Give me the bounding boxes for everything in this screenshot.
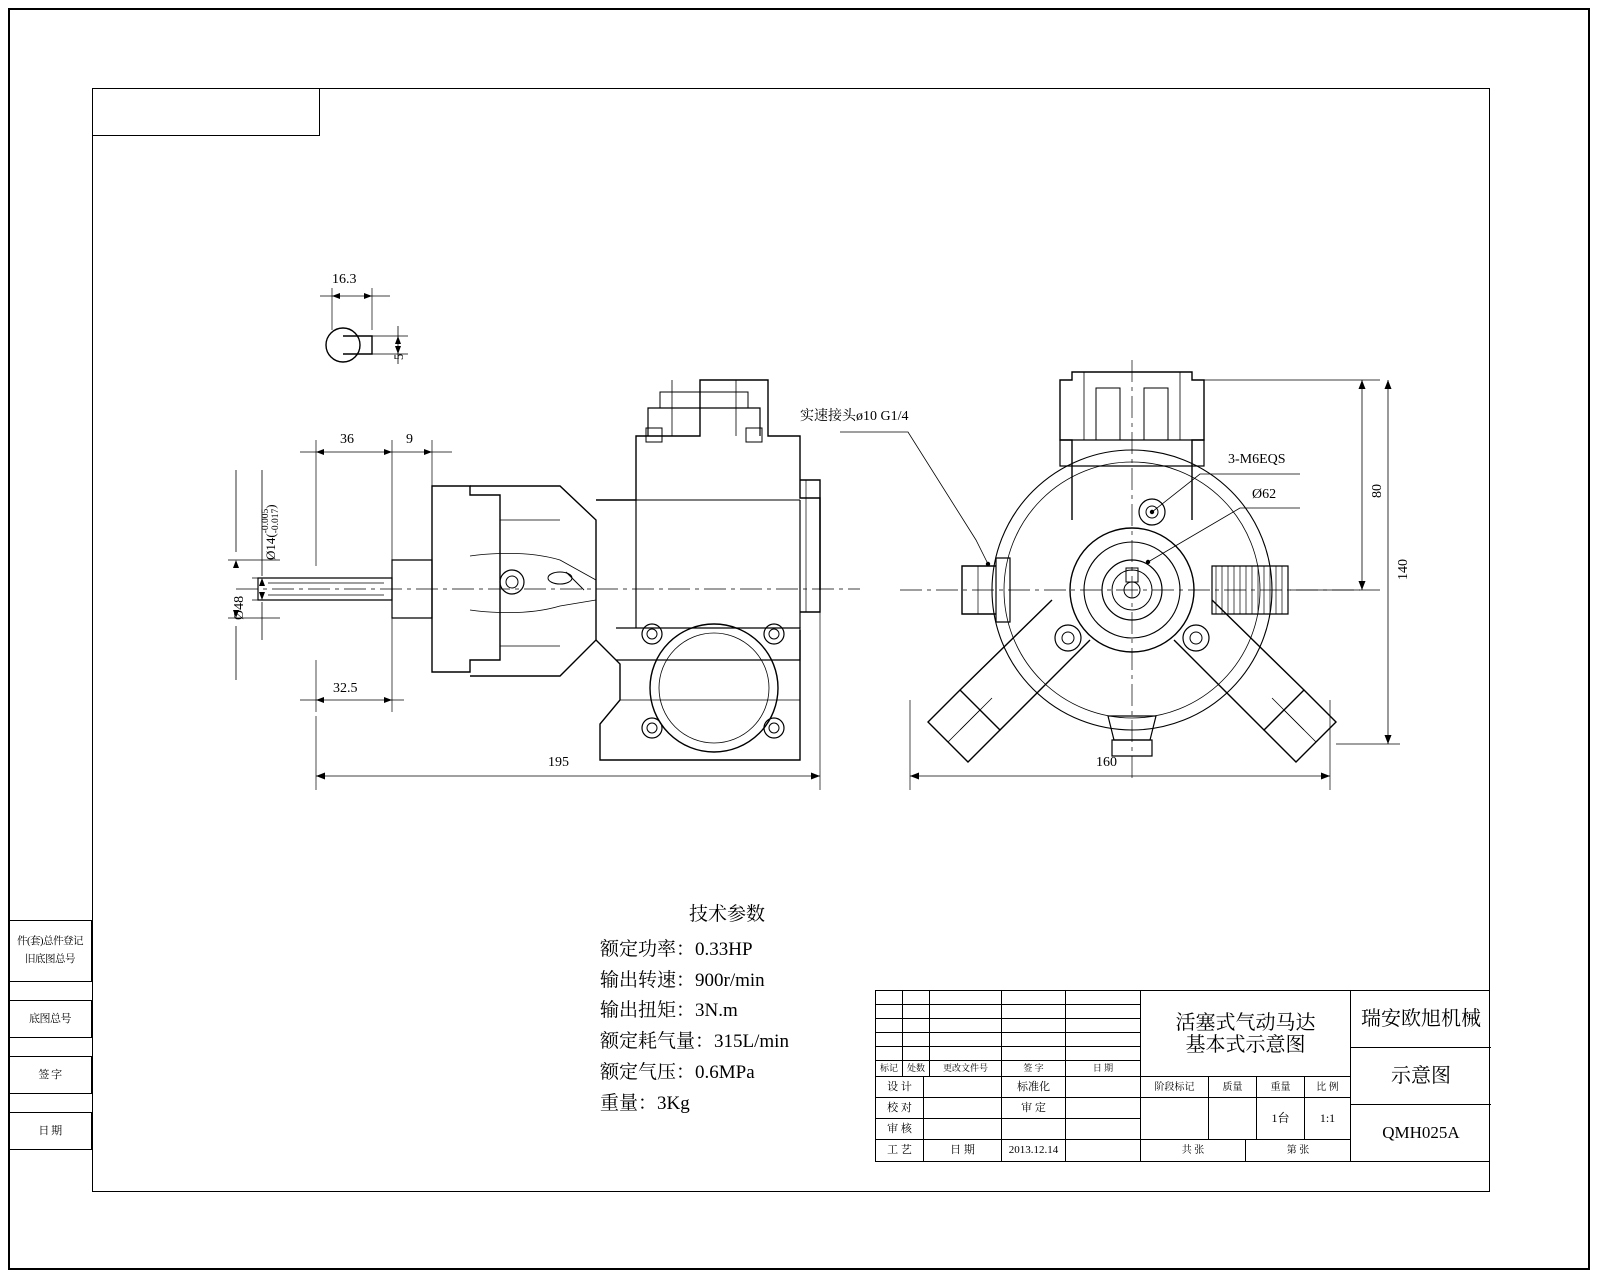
drawing-title-line2: 基本式示意图	[1185, 1033, 1306, 1056]
rev-cell	[1002, 1005, 1066, 1019]
signoff-value	[1066, 1077, 1141, 1098]
left-margin-line-2: 旧底图总号	[25, 954, 75, 965]
quantity-value: 1台	[1257, 1098, 1305, 1140]
tech-params-block	[600, 900, 860, 1119]
rev-cell	[1066, 1005, 1141, 1019]
signoff-value	[1066, 1140, 1141, 1161]
drawing-title-line1: 活塞式气动马达	[1175, 1011, 1316, 1034]
rev-cell	[930, 1005, 1002, 1019]
callout-air-fitting: 实速接头ø10 G1/4	[800, 409, 909, 424]
signoff-value	[924, 1077, 1002, 1098]
dim-9: 9	[406, 432, 413, 447]
rev-cell	[903, 1005, 930, 1019]
stage-header: 阶段标记	[1141, 1077, 1209, 1098]
dim-160: 160	[1096, 755, 1117, 770]
dim-5: 5	[392, 353, 406, 360]
dim-140: 140	[1396, 559, 1411, 580]
dim-80: 80	[1370, 484, 1385, 498]
rev-cell	[903, 991, 930, 1005]
dim-diameter-14-close: )	[262, 504, 278, 509]
dim-tol-lower: -0.017	[270, 508, 281, 534]
front-view-dimensions	[840, 380, 1400, 790]
dim-16-3: 16.3	[332, 272, 357, 287]
rev-cell	[903, 1047, 930, 1061]
signoff-label: 校 对	[876, 1098, 924, 1119]
part-number	[1351, 1105, 1491, 1161]
signoff-date: 2013.12.14	[1002, 1140, 1066, 1161]
dim-tol-upper: -0.005	[261, 508, 271, 534]
motor-side-view	[236, 380, 860, 760]
company-name-text: 瑞安欧旭机械	[1361, 1008, 1481, 1030]
signoff-value	[1002, 1119, 1066, 1140]
stage-header: 质量	[1209, 1077, 1257, 1098]
signoff-value	[924, 1119, 1002, 1140]
rev-cell	[1066, 1033, 1141, 1047]
drawing-title	[1141, 991, 1351, 1077]
signoff-label: 审 核	[876, 1119, 924, 1140]
tech-param-item: 输出扭矩：3N.m	[600, 1000, 738, 1022]
left-margin-line-1: 件(套)总件登记	[17, 935, 83, 947]
rev-cell	[876, 1005, 903, 1019]
left-margin-date: 日 期	[8, 1112, 92, 1150]
doc-type	[1351, 1048, 1491, 1105]
tech-param-item: 输出转速：900r/min	[600, 969, 765, 991]
rev-cell	[876, 991, 903, 1005]
left-margin-signature: 签 字	[8, 1056, 92, 1094]
stage-header: 重量	[1257, 1077, 1305, 1098]
rev-header: 日 期	[1066, 1061, 1141, 1077]
rev-cell	[930, 1019, 1002, 1033]
company-name	[1351, 991, 1491, 1048]
left-margin-basemap-no: 底图总号	[8, 1000, 92, 1038]
doc-type-text: 示意图	[1391, 1065, 1451, 1087]
stage-header: 比 例	[1305, 1077, 1351, 1098]
key-detail-view	[320, 288, 408, 364]
rev-cell	[930, 1047, 1002, 1061]
signoff-label: 审 定	[1002, 1098, 1066, 1119]
rev-header: 签 字	[1002, 1061, 1066, 1077]
signoff-label: 工 艺	[876, 1140, 924, 1161]
callout-3-m6eqs: 3-M6EQS	[1228, 452, 1286, 467]
tech-param-item: 额定气压：0.6MPa	[600, 1061, 755, 1083]
rev-cell	[1002, 991, 1066, 1005]
stage-value	[1141, 1098, 1209, 1140]
dim-195: 195	[548, 755, 569, 770]
scale-value: 1:1	[1305, 1098, 1351, 1140]
dim-diameter-14	[262, 400, 282, 560]
rev-cell	[930, 991, 1002, 1005]
tech-param-item: 重量：3Kg	[600, 1092, 690, 1114]
rev-cell	[1002, 1019, 1066, 1033]
signoff-value	[924, 1098, 1002, 1119]
signoff-value	[1066, 1098, 1141, 1119]
dim-32-5: 32.5	[333, 681, 358, 696]
sheet-number: 第 张	[1246, 1140, 1351, 1161]
dim-diameter-62: Ø62	[1252, 487, 1277, 502]
sheet-total: 共 张	[1141, 1140, 1246, 1161]
rev-cell	[876, 1033, 903, 1047]
tech-params-heading: 技术参数	[688, 904, 765, 925]
signoff-label: 标准化	[1002, 1077, 1066, 1098]
rev-header: 处数	[903, 1061, 930, 1077]
motor-front-view	[900, 360, 1360, 780]
rev-cell	[930, 1033, 1002, 1047]
dim-diameter-14-main: Ø14(	[262, 533, 278, 560]
signoff-label: 设 计	[876, 1077, 924, 1098]
tech-param-item: 额定耗气量：315L/min	[600, 1031, 789, 1053]
signoff-label: 日 期	[924, 1140, 1002, 1161]
rev-header: 更改文件号	[930, 1061, 1002, 1077]
signoff-value	[1066, 1119, 1141, 1140]
tech-param-item: 额定功率：0.33HP	[600, 938, 753, 960]
rev-cell	[1002, 1033, 1066, 1047]
rev-cell	[1066, 991, 1141, 1005]
part-number-text: QMH025A	[1382, 1122, 1460, 1142]
rev-header: 标记	[876, 1061, 903, 1077]
dim-diameter-48: Ø48	[232, 595, 247, 620]
rev-cell	[1066, 1047, 1141, 1061]
rev-cell	[876, 1047, 903, 1061]
rev-cell	[903, 1033, 930, 1047]
rev-cell	[876, 1019, 903, 1033]
left-view-dimensions	[228, 440, 820, 790]
rev-cell	[1066, 1019, 1141, 1033]
rev-cell	[1002, 1047, 1066, 1061]
dim-36: 36	[340, 432, 354, 447]
title-block	[875, 990, 1490, 1162]
rev-cell	[903, 1019, 930, 1033]
stage-value	[1209, 1098, 1257, 1140]
